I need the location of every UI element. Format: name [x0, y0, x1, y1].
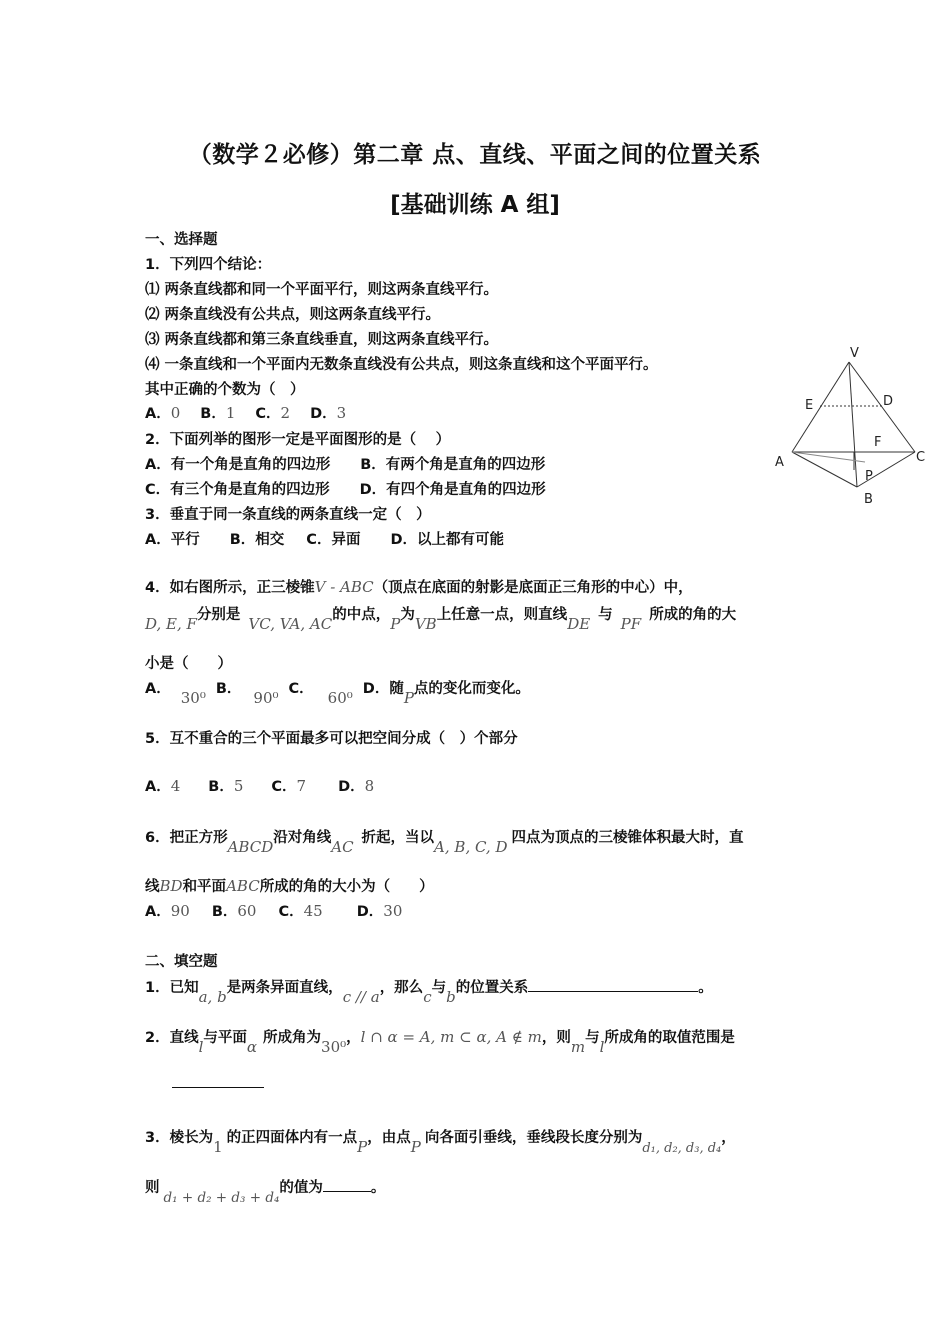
section-heading-fill: 二、填空题: [145, 954, 218, 970]
f3-line-2: [145, 1176, 386, 1206]
q4-line-1: [145, 576, 693, 597]
q4-text-6: 上任意一点，则直线: [436, 607, 568, 623]
q6-math-diagonal: AC: [331, 838, 354, 856]
f1-text-6: 。: [698, 980, 713, 996]
q1-options: [145, 402, 346, 423]
q5-option-d-value: 8: [364, 777, 375, 795]
q4-math-pyramid: V - ABC: [314, 578, 374, 596]
q1-item-4: ⑷ 一条直线和一个平面内无数条直线没有公共点，则这条直线和这个平面平行。: [145, 357, 658, 373]
edge-vc: [849, 362, 915, 452]
q6-options: [145, 900, 402, 921]
q6-option-b-label: B．: [211, 904, 238, 920]
f3-text-2: 的正四面体内有一点: [226, 1130, 358, 1146]
f3-math-p2: P: [410, 1138, 421, 1156]
f2-text-2: 与平面: [203, 1030, 247, 1046]
f3-text-6: 则: [145, 1180, 160, 1196]
q4-option-c-value: 60⁰: [327, 689, 353, 707]
q4-option-b-value: 90⁰: [253, 689, 279, 707]
f3-line-1: [145, 1126, 736, 1156]
q3-option-d: D．以上都有可能: [390, 532, 504, 548]
label-v: V: [850, 346, 859, 361]
q6-option-b-value: 60: [237, 902, 257, 920]
f3-text-7: 的值为: [279, 1180, 323, 1196]
f3-text-5: ，: [721, 1130, 736, 1146]
q5-option-a-value: 4: [170, 777, 181, 795]
q1-stem: 1．下列四个结论：: [145, 257, 272, 273]
q6-math-square: ABCD: [227, 838, 274, 856]
f3-math-distances: d₁, d₂, d₃, d₄: [642, 1141, 722, 1156]
q6-option-a-value: 90: [170, 902, 190, 920]
q4-math-vb: VB: [414, 615, 437, 633]
f3-math-p: P: [357, 1138, 368, 1156]
f1-text-1: 1．已知: [145, 980, 199, 996]
document-title: （数学２必修）第二章 点、直线、平面之间的位置关系: [188, 142, 762, 168]
f2-math-condition: l ∩ α = A, m ⊂ α, A ∉ m: [360, 1028, 542, 1046]
q5-option-b-label: B．: [208, 779, 234, 795]
q2-options-row-2: [145, 478, 546, 499]
label-f: F: [874, 435, 882, 450]
document-subtitle: [基础训练 A 组]: [390, 192, 560, 218]
q3-option-b: B．相交: [229, 532, 285, 548]
section-heading-choice: 一、选择题: [145, 232, 218, 248]
f2-text-3: 所成角为: [263, 1030, 322, 1046]
q2-options-row-1: [145, 453, 545, 474]
q3-option-a: A．平行: [145, 532, 200, 548]
f1-math-ab: a, b: [198, 988, 227, 1006]
q4-text-3: 分别是: [196, 607, 241, 623]
f2-text-6: 与: [585, 1030, 600, 1046]
q1-option-d-value: 3: [336, 404, 347, 422]
f2-math-l: l: [198, 1038, 204, 1056]
q5-option-c-label: C．: [271, 779, 297, 795]
q4-text-1: 4．如右图所示，正三棱锥: [145, 580, 315, 596]
q2-option-a: A．有一个角是直角的四边形: [145, 457, 331, 473]
f2-line: [145, 1026, 735, 1056]
f3-math-1: 1: [213, 1138, 223, 1156]
f1-text-5: 的位置关系: [455, 980, 529, 996]
f3-text-3: ，由点: [367, 1130, 411, 1146]
q1-option-a-label: A．: [145, 406, 171, 422]
f1-math-b: b: [446, 988, 456, 1006]
q6-text-2: 沿对角线: [273, 830, 332, 846]
f2-text-7: 所成角的取值范围是: [604, 1030, 735, 1046]
edge-vb: [849, 362, 857, 487]
q4-option-c-label: C．: [288, 681, 314, 697]
q6-line-1: [145, 826, 744, 856]
q5-stem: 5．互不重合的三个平面最多可以把空间分成（ ）个部分: [145, 731, 518, 747]
q1-item-2: ⑵ 两条直线没有公共点，则这两条直线平行。: [145, 307, 441, 323]
q4-text-8: 所成的角的大: [649, 607, 737, 623]
q1-option-c-value: 2: [280, 404, 291, 422]
q4-option-b-label: B．: [215, 681, 242, 697]
q6-text-4: 四点为顶点的三棱锥体积最大时，直: [511, 830, 744, 846]
q4-line-3: 小是（ ）: [145, 656, 232, 672]
q4-math-de: DE: [567, 615, 591, 633]
f2-text-4: ，: [346, 1030, 361, 1046]
q5-options: [145, 775, 374, 796]
label-e: E: [805, 398, 814, 413]
label-d: D: [883, 394, 894, 409]
q4-math-pf: PF: [620, 615, 642, 633]
q4-text-4: 的中点，: [332, 607, 391, 623]
edge-ab: [792, 452, 857, 487]
q4-text-7: 与: [598, 607, 613, 623]
f2-answer-line: [172, 1076, 264, 1092]
q5-option-c-value: 7: [296, 777, 307, 795]
q4-math-def: D, E, F: [145, 615, 197, 633]
q4-option-d-math: P: [403, 689, 414, 707]
edge-va: [792, 362, 849, 452]
q1-option-b-value: 1: [225, 404, 236, 422]
q6-text-3: 折起，当以: [361, 830, 435, 846]
q4-math-midpoints: VC, VA, AC: [248, 615, 333, 633]
q6-option-c-label: C．: [278, 904, 304, 920]
q5-option-a-label: A．: [145, 779, 171, 795]
q6-text-5: 线: [145, 879, 160, 895]
f2-math-angle: 30⁰: [321, 1038, 347, 1056]
q1-item-3: ⑶ 两条直线都和第三条直线垂直，则这两条直线平行。: [145, 332, 499, 348]
f3-text-1: 3．棱长为: [145, 1130, 214, 1146]
q4-option-a-value: 30⁰: [180, 689, 206, 707]
q6-text-6: 和平面: [182, 879, 227, 895]
q6-text-7: 所成的角的大小为（ ）: [259, 879, 434, 895]
q6-math-bd: BD: [159, 877, 183, 895]
q3-stem: 3．垂直于同一条直线的两条直线一定（ ）: [145, 507, 431, 523]
f3-text-8: 。: [370, 1180, 386, 1196]
f3-answer-blank[interactable]: [323, 1191, 371, 1192]
f2-text-1: 2．直线: [145, 1030, 199, 1046]
q2-option-d: D．有四个角是直角的四边形: [359, 482, 546, 498]
q1-option-a-value: 0: [170, 404, 181, 422]
q1-option-d-label: D．: [310, 406, 337, 422]
q6-line-2: [145, 875, 434, 896]
f3-math-sum: d₁ + d₂ + d₃ + d₄: [163, 1190, 280, 1206]
label-a: A: [775, 455, 784, 470]
q4-option-d-text: 点的变化而变化。: [413, 681, 530, 697]
q5-option-b-value: 5: [233, 777, 244, 795]
q6-option-d-value: 30: [383, 902, 403, 920]
q1-item-1: ⑴ 两条直线都和同一个平面平行，则这两条直线平行。: [145, 282, 499, 298]
q3-options: [145, 528, 504, 549]
q1-ask: 其中正确的个数为（ ）: [145, 382, 305, 398]
label-p: P: [865, 469, 873, 484]
q5-option-d-label: D．: [338, 779, 365, 795]
q4-options: [145, 677, 530, 707]
q3-option-c: C．异面: [306, 532, 361, 548]
f1-text-3: ，那么: [379, 980, 424, 996]
f2-math-l2: l: [599, 1038, 605, 1056]
q2-stem: 2．下面列举的图形一定是平面图形的是（ ）: [145, 432, 451, 448]
q6-option-d-label: D．: [356, 904, 384, 920]
q6-text-1: 6．把正方形: [145, 830, 228, 846]
f1-text-4: 与: [431, 980, 447, 996]
f1-answer-blank[interactable]: [528, 991, 698, 992]
label-b: B: [864, 492, 873, 507]
label-c: C: [916, 450, 926, 465]
q4-line-2: [145, 603, 737, 633]
q4-text-2: （顶点在底面的射影是底面正三角形的中心）中，: [373, 580, 693, 596]
f3-text-4: 向各面引垂线，垂线段长度分别为: [424, 1130, 643, 1146]
f1-math-c: c: [423, 988, 432, 1006]
q1-option-c-label: C．: [255, 406, 281, 422]
q2-option-c: C．有三个角是直角的四边形: [145, 482, 330, 498]
q1-option-b-label: B．: [200, 406, 226, 422]
pyramid-figure: [770, 342, 940, 512]
q2-option-b: B．有两个角是直角的四边形: [360, 457, 546, 473]
q6-math-points: A, B, C, D: [434, 838, 508, 856]
q6-math-plane: ABC: [226, 877, 260, 895]
q4-math-p: P: [390, 615, 401, 633]
f2-text-5: ，则: [541, 1030, 571, 1046]
q4-text-5: 为: [400, 607, 415, 623]
f2-math-m: m: [570, 1038, 586, 1056]
f1-math-parallel: c // a: [342, 988, 380, 1006]
f2-math-alpha: α: [246, 1038, 258, 1056]
f1-text-2: 是两条异面直线，: [226, 980, 343, 996]
f1-line: [145, 976, 713, 1006]
q4-option-d-label: D．随: [362, 681, 404, 697]
f2-answer-blank[interactable]: [172, 1087, 264, 1088]
q4-option-a-label: A．: [145, 681, 171, 697]
q6-option-c-value: 45: [303, 902, 323, 920]
q6-option-a-label: A．: [145, 904, 171, 920]
